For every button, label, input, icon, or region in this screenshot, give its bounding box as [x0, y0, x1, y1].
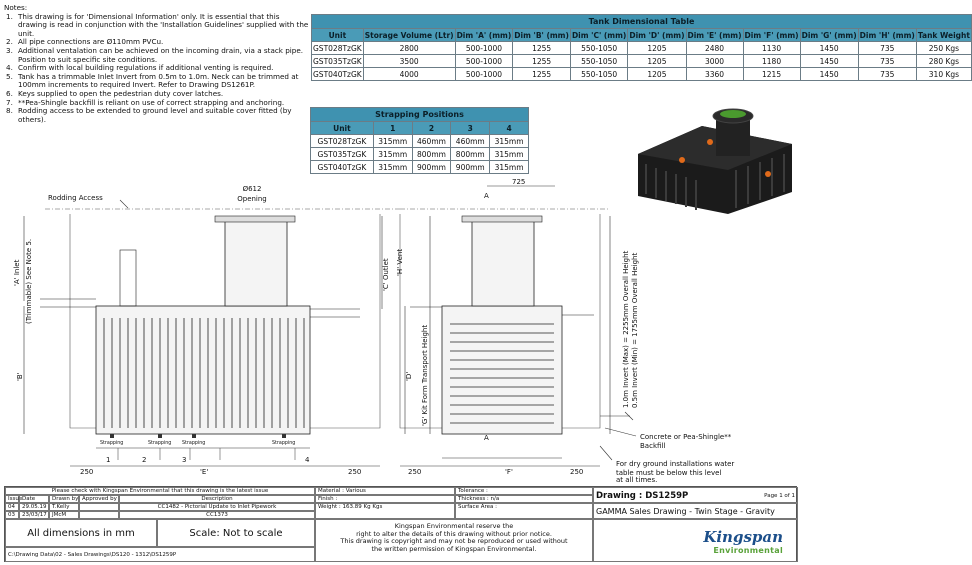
note-text: Confirm with local building regulations if additional venting is required.	[18, 63, 274, 73]
strapping-table	[310, 107, 529, 174]
label-dry-ground-1: For dry ground installations water	[616, 460, 735, 468]
column-header: 1	[373, 122, 412, 135]
finish: Finish :	[315, 495, 455, 503]
table-cell: 3500	[363, 55, 455, 68]
note-text: This drawing is for 'Dimensional Information' only. It is essential that this drawing is read in conjunction with the 'Installation Guidelines' supplied with the unit.	[18, 11, 309, 38]
table-cell: 1450	[800, 55, 858, 68]
hdr-date: Date	[19, 495, 49, 503]
note-item	[4, 73, 309, 90]
tank-table-caption: Tank Dimensional Table	[312, 15, 972, 29]
table-cell: 250 Kgs	[916, 42, 971, 55]
surface-area: Surface Area :	[455, 503, 593, 519]
table-row	[312, 55, 972, 68]
page-number: Page 1 of 1	[764, 493, 795, 499]
table-cell: 315mm	[490, 161, 529, 174]
table-cell: 1255	[513, 55, 571, 68]
hdr-issue: Issue	[5, 495, 19, 503]
label-a-inlet: 'A' Inlet	[13, 259, 21, 286]
label-trimmable: (Trimmable) See Note 5.	[25, 238, 33, 324]
dims-note: All dimensions in mm	[5, 519, 157, 547]
label-250-left: 250	[80, 468, 94, 476]
drawing-number: Drawing : DS1259P	[596, 491, 689, 501]
legal-notice: Kingspan Environmental reserve the right to alter the details of this drawing without prior notice. This drawing is copyright and may not be reproduced or used without the written permission of Kingspan Environmental.	[315, 519, 593, 562]
label-invert-min: 0.5m Invert (Min) = 1755mm Overall Height	[631, 252, 639, 408]
label-d: 'D'	[405, 371, 413, 381]
column-header: Unit	[312, 29, 364, 42]
notes-title: Notes:	[4, 3, 28, 12]
label-a-mark-top: A	[484, 192, 489, 200]
revision-date: 23/03/17	[19, 511, 49, 519]
label-a-mark-bottom: A	[484, 434, 489, 442]
table-cell: 315mm	[490, 135, 529, 148]
table-cell: 900mm	[412, 161, 451, 174]
label-dry-ground-2: table must be below this level	[616, 469, 722, 477]
strap-label-3: Strapping	[182, 441, 206, 446]
tank-dimensional-table	[311, 14, 972, 81]
label-opening: Opening	[237, 195, 267, 203]
label-g-transport: 'G' Kit Form Transport Height	[421, 324, 429, 426]
label-e: 'E'	[200, 468, 209, 476]
column-header: Dim 'E' (mm)	[687, 30, 742, 40]
note-number: 4.	[6, 63, 13, 73]
table-cell: GST035TzGK	[313, 56, 362, 66]
table-cell: 1215	[743, 68, 800, 81]
drawing-title: GAMMA Sales Drawing - Twin Stage - Gravity	[593, 503, 798, 519]
table-cell: 1180	[743, 55, 800, 68]
check-note: Please check with Kingspan Environmental that this drawing is the latest issue	[5, 487, 315, 495]
table-row	[312, 68, 972, 81]
column-header: 2	[412, 122, 451, 135]
label-opening-dim: Ø612	[242, 185, 262, 193]
revision-issue: 03	[5, 511, 19, 519]
column-header: 3	[451, 122, 490, 135]
note-number: 3.	[6, 45, 13, 55]
table-cell: 2480	[686, 42, 743, 55]
table-cell: 800mm	[412, 148, 451, 161]
column-header: Dim 'D' (mm)	[629, 30, 685, 40]
table-cell: 1255	[513, 68, 571, 81]
table-cell: 500-1000	[455, 55, 513, 68]
note-item	[4, 47, 309, 64]
drawing-number-cell	[593, 487, 798, 503]
column-header: 4	[490, 122, 529, 135]
table-cell: 315mm	[373, 148, 412, 161]
label-dry-ground-3: at all times.	[616, 476, 658, 484]
strap-table-caption: Strapping Positions	[311, 108, 529, 122]
revision-date: 29.05.19	[19, 503, 49, 511]
table-cell: 315mm	[490, 148, 529, 161]
logo-subtitle: Environmental	[713, 546, 783, 555]
note-text: Rodding access to be extended to ground level and suitable cover fitted (by others).	[18, 106, 292, 124]
table-cell: 1450	[800, 42, 858, 55]
weight: Weight : 163.89 Kg Kgs	[315, 503, 455, 519]
label-h-vent: 'H' Vent	[396, 248, 404, 276]
table-cell: 460mm	[451, 135, 490, 148]
table-cell: 310 Kgs	[916, 68, 971, 81]
label-b: 'B'	[16, 372, 24, 381]
revision-approved	[79, 511, 119, 519]
note-text: Additional ventalation can be achieved on the incoming drain, via a stack pipe. Position to suit specific site conditions.	[18, 45, 304, 64]
table-row	[311, 148, 529, 161]
label-seg-3: 3	[182, 456, 187, 464]
table-cell: 3360	[686, 68, 743, 81]
label-seg-1: 1	[106, 456, 111, 464]
thickness: Thickness : n/a	[455, 495, 593, 503]
rodding-access-pipe	[120, 250, 136, 306]
logo-wordmark: Kingspan	[703, 528, 783, 546]
strap-label-2: Strapping	[148, 441, 172, 446]
label-250-mid: 250	[348, 468, 362, 476]
note-number: 1.	[6, 11, 13, 21]
table-cell: GST028TzGK	[311, 135, 374, 148]
table-row	[312, 42, 972, 55]
note-item	[4, 13, 309, 39]
note-text: All pipe connections are Ø110mm PVCu.	[18, 37, 164, 47]
table-cell: 735	[858, 55, 916, 68]
side-tank-neck	[225, 220, 287, 306]
table-cell: 550-1050	[570, 42, 627, 55]
label-f: 'F'	[505, 468, 513, 476]
column-header: Dim 'C' (mm)	[571, 30, 627, 40]
kingspan-logo	[593, 519, 798, 562]
table-cell: 1130	[743, 42, 800, 55]
note-number: 6.	[6, 88, 13, 98]
column-header: Dim 'H' (mm)	[859, 30, 915, 40]
strap-table-body	[311, 135, 529, 174]
label-backfill-1: Concrete or Pea-Shingle**	[640, 433, 732, 441]
table-cell: 735	[858, 68, 916, 81]
tank-table-body	[312, 42, 972, 81]
column-header: Storage Volume (Ltr)	[364, 30, 454, 40]
table-cell: GST028TzGK	[313, 43, 362, 53]
table-cell: 500-1000	[455, 68, 513, 81]
column-header: Unit	[311, 122, 374, 135]
front-tank-body	[442, 306, 562, 434]
strap-table-header	[311, 122, 529, 135]
label-rodding-access: Rodding Access	[48, 194, 103, 202]
table-cell: 900mm	[451, 161, 490, 174]
revision-issue: 04	[5, 503, 19, 511]
table-cell: 1205	[628, 55, 686, 68]
label-250-front: 250	[408, 468, 422, 476]
note-item	[4, 107, 309, 124]
column-header: Dim 'A' (mm)	[456, 30, 512, 40]
table-cell: 800mm	[451, 148, 490, 161]
front-tank-neck	[472, 220, 534, 306]
file-path: C:\Drawing Data\02 - Sales Drawings\DS120 - 1312\DS1259P	[5, 547, 315, 562]
label-c-outlet: 'C' Outlet	[382, 258, 390, 291]
table-cell: GST040TzGK	[311, 161, 374, 174]
revision-drawn: JMcM	[49, 511, 79, 519]
column-header: Tank Weight	[917, 30, 970, 40]
note-text: Keys supplied to open the pedestrian duty cover latches.	[18, 88, 224, 98]
table-cell: 315mm	[373, 161, 412, 174]
note-text: Tank has a trimmable Inlet Invert from 0.5m to 1.0m. Neck can be trimmed at 100mm increments to required Invert. Refer to Drawing DS1261P.	[18, 71, 299, 90]
table-cell: 315mm	[373, 135, 412, 148]
hdr-desc: Description	[119, 495, 315, 503]
table-cell: 500-1000	[455, 42, 513, 55]
strap-label-1: Strapping	[100, 441, 124, 446]
hdr-approved: Approved by	[79, 495, 119, 503]
hdr-drawn: Drawn by	[49, 495, 79, 503]
table-row	[311, 161, 529, 174]
title-block	[4, 486, 797, 562]
table-cell: 735	[858, 42, 916, 55]
table-cell: 460mm	[412, 135, 451, 148]
table-cell: 3000	[686, 55, 743, 68]
material: Material : Various	[315, 487, 455, 495]
tank-table-header	[312, 29, 972, 42]
table-cell: 1255	[513, 42, 571, 55]
table-cell: 4000	[363, 68, 455, 81]
strap-label-4: Strapping	[272, 441, 296, 446]
note-text: **Pea-Shingle backfill is reliant on use of correct strapping and anchoring.	[18, 97, 285, 107]
table-cell: 1205	[628, 68, 686, 81]
table-cell: 1450	[800, 68, 858, 81]
revision-drawn: T.Kelly	[49, 503, 79, 511]
table-cell: 550-1050	[570, 55, 627, 68]
table-row	[311, 135, 529, 148]
scale-note: Scale: Not to scale	[157, 519, 315, 547]
table-cell: 280 Kgs	[916, 55, 971, 68]
column-header: Dim 'G' (mm)	[801, 30, 857, 40]
label-seg-4: 4	[305, 456, 310, 464]
table-cell: GST040TzGK	[313, 69, 362, 79]
table-cell: 2800	[363, 42, 455, 55]
table-cell: GST035TzGK	[311, 148, 374, 161]
note-number: 5.	[6, 71, 13, 81]
technical-drawing	[0, 176, 800, 476]
revision-approved	[79, 503, 119, 511]
note-number: 7.	[6, 97, 13, 107]
tolerance: Tolerance :	[455, 487, 593, 495]
label-seg-2: 2	[142, 456, 147, 464]
notes-block	[4, 4, 309, 124]
table-cell: 1205	[628, 42, 686, 55]
revision-desc: CC1373	[119, 511, 315, 519]
note-number: 8.	[6, 106, 13, 116]
label-invert-max: 1.0m Invert (Max) = 2255mm Overall Height	[622, 250, 630, 408]
label-backfill-2: Backfill	[640, 442, 666, 450]
notes-list	[4, 13, 309, 125]
column-header: Dim 'B' (mm)	[514, 30, 569, 40]
column-header: Dim 'F' (mm)	[744, 30, 799, 40]
note-number: 2.	[6, 37, 13, 47]
revision-desc: CC1482 - Pictorial Update to Inlet Pipework	[119, 503, 315, 511]
label-250-right: 250	[570, 468, 584, 476]
label-725: 725	[512, 178, 526, 186]
table-cell: 550-1050	[570, 68, 627, 81]
